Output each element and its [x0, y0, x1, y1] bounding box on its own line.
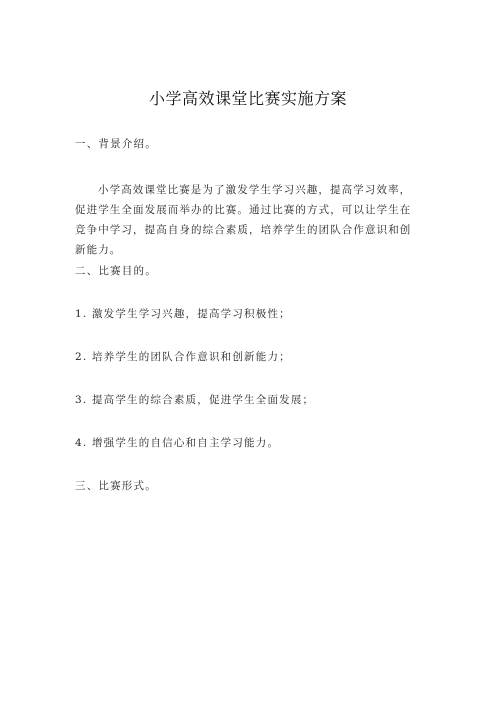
goal-item: 2. 培养学生的团队合作意识和创新能力；	[75, 351, 291, 363]
intro-paragraph	[75, 180, 421, 260]
intro-line: 促进学生全面发展而举办的比赛。通过比赛的方式，可以让学生在	[75, 204, 412, 216]
intro-line: 新能力。	[75, 244, 122, 256]
intro-line: 小学高效课堂比赛是为了激发学生学习兴趣，提高学习效率，	[98, 184, 412, 196]
goal-item: 3. 提高学生的综合素质，促进学生全面发展；	[75, 394, 315, 406]
section-heading-purpose: 二、比赛目的。	[75, 265, 157, 277]
goal-item: 1. 激发学生学习兴趣，提高学习积极性；	[75, 308, 291, 320]
goal-item: 4. 增强学生的自信心和自主学习能力。	[75, 437, 280, 449]
document-title: 小学高效课堂比赛实施方案	[148, 89, 347, 108]
intro-line: 竞争中学习，提高自身的综合素质，培养学生的团队合作意识和创	[75, 224, 412, 236]
section-heading-background: 一、背景介绍。	[75, 138, 157, 150]
section-heading-format: 三、比赛形式。	[75, 480, 157, 492]
